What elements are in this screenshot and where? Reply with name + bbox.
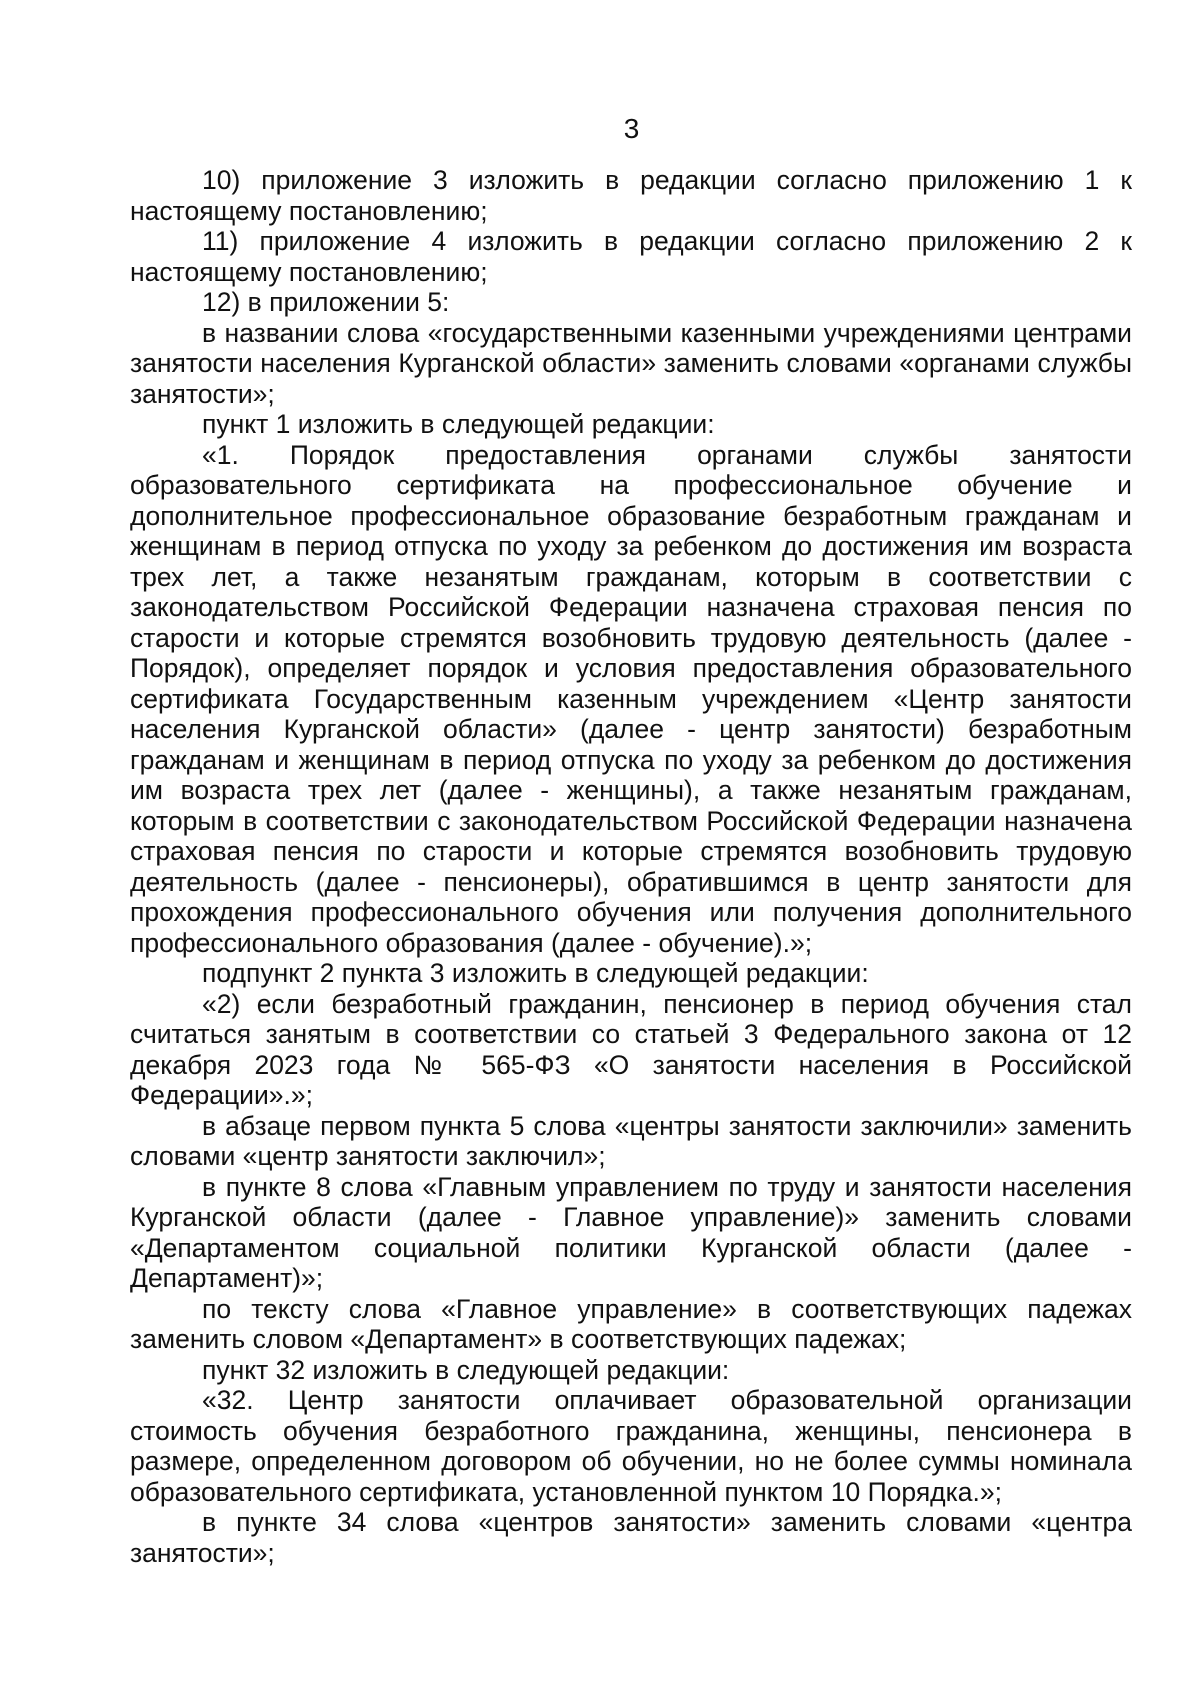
paragraph: по тексту слова «Главное управление» в соответствующих падежах заменить словом «Департамент» в соответствующих падежах; (130, 1293, 1132, 1354)
paragraph: 11) приложение 4 изложить в редакции согласно приложению 2 к настоящему постановлению; (130, 226, 1132, 287)
paragraph: «32. Центр занятости оплачивает образовательной организации стоимость обучения безработного гражданина, женщины, пенсионера в размере, определенном договором об обучении, но не более суммы номинала образовательного сертификата, установленной пунктом 10 Порядка.»; (130, 1385, 1132, 1507)
paragraph: пункт 32 изложить в следующей редакции: (202, 1354, 730, 1385)
page-number: 3 (623, 113, 640, 144)
document-body (130, 165, 1132, 1568)
paragraph: 12) в приложении 5: (202, 287, 450, 317)
paragraph: в пункте 8 слова «Главным управлением по труду и занятости населения Курганской области (далее - Главное управление)» заменить словами «Департаментом социальной политики Курганской области (далее - Департамент)»; (130, 1171, 1132, 1293)
paragraph: в абзаце первом пункта 5 слова «центры занятости заключили» заменить словами «центр занятости заключил»; (130, 1110, 1132, 1171)
paragraph: «2) если безработный гражданин, пенсионер в период обучения стал считаться занятым в соответствии со статьей 3 Федерального закона от 12 декабря 2023 года № 565-ФЗ «О занятости населения в Российской Федерации».»; (130, 988, 1132, 1110)
paragraph: в названии слова «государственными казенными учреждениями центрами занятости населения Курганской области» заменить словами «органами службы занятости»; (130, 317, 1132, 409)
paragraph: в пункте 34 слова «центров занятости» заменить словами «центра занятости»; (130, 1507, 1132, 1568)
paragraph: пункт 1 изложить в следующей редакции: (202, 409, 715, 439)
paragraph: подпункт 2 пункта 3 изложить в следующей редакции: (202, 958, 869, 988)
paragraph: «1. Порядок предоставления органами службы занятости образовательного сертификата на профессиональное обучение и дополнительное профессиональное образование безработным гражданам и женщинам в период отпуска по уходу за ребенком до достижения им возраста трех лет, а также незанятым гражданам, которым в соответствии с законодательством Российской Федерации назначена страховая пенсия по старости и которые стремятся возобновить трудовую деятельность (далее - Порядок), определяет порядок и условия предоставления образовательного сертификата Государственным казенным учреждением «Центр занятости населения Курганской области» (далее - центр занятости) безработным гражданам и женщинам в период отпуска по уходу за ребенком до достижения им возраста трех лет (далее - женщины), а также незанятым гражданам, которым в соответствии с законодательством Российской Федерации назначена страховая пенсия по старости и которые стремятся возобновить трудовую деятельность (далее - пенсионеры), обратившимся в центр занятости для прохождения профессионального обучения или получения дополнительного профессионального образования (далее - обучение).»; (130, 439, 1132, 958)
paragraph: 10) приложение 3 изложить в редакции согласно приложению 1 к настоящему постановлению; (130, 165, 1132, 226)
